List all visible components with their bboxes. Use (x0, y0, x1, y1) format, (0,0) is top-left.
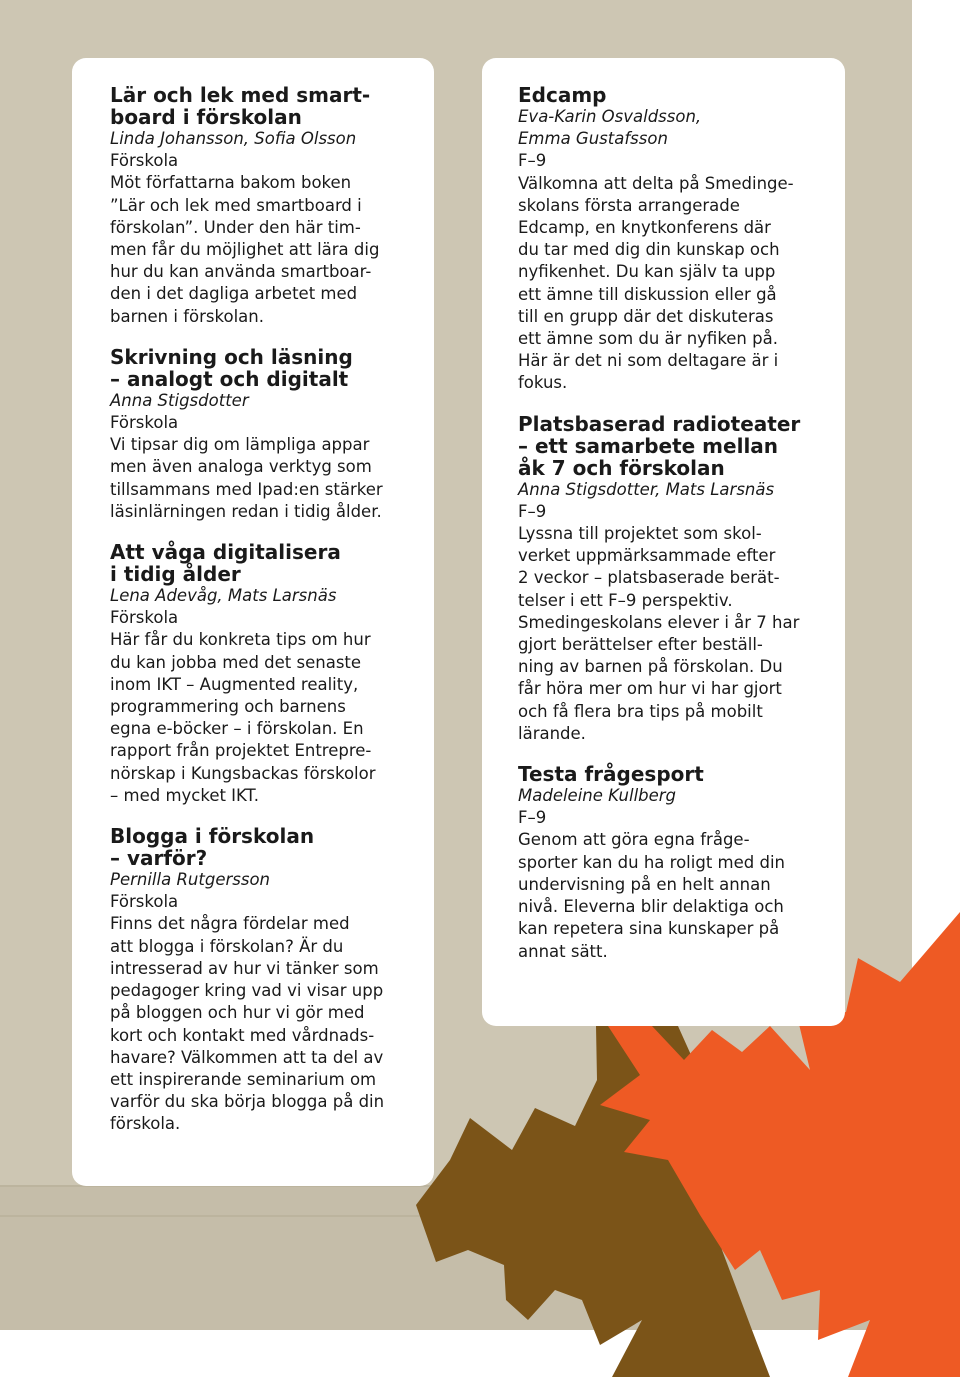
session-radioteater (518, 413, 845, 745)
session-description: Finns det några fördelar med att blogga i förskolan? Är du intresserad av hur vi tänker som pedagoger kring vad vi visar upp på bloggen och hur vi gör med kort och kontakt med vårdnads- havare? Välkommen att ta del av ett inspirerande seminarium om varför du ska börja blogga på din förskola. (110, 914, 385, 1134)
session-speakers: Anna Stigsdotter, Mats Larsnäs (518, 479, 775, 499)
session-description: Genom att göra egna fråge- sporter kan du ha roligt med din undervisning på en helt annan nivå. Eleverna blir delaktiga och kan repetera sina kunskaper på annat sätt. (518, 830, 785, 961)
session-title: Platsbaserad radioteater – ett samarbete mellan åk 7 och förskolan (518, 411, 801, 480)
session-audience: Förskola (110, 413, 179, 433)
left-program-card (72, 58, 434, 1186)
session-speakers: Madeleine Kullberg (518, 786, 677, 806)
session-title: Lär och lek med smart- board i förskolan (110, 83, 371, 129)
session-title: Skrivning och läsning – analogt och digitalt (110, 344, 353, 391)
session-title: Blogga i förskolan – varför? (110, 824, 315, 871)
session-audience: F–9 (518, 808, 547, 828)
session-speakers: Pernilla Rutgersson (110, 870, 270, 890)
session-speakers: Anna Stigsdotter (110, 390, 249, 410)
session-description: Möt författarna bakom boken ”Lär och lek med smartboard i förskolan”. Under den här tim- men får du möjlighet att lära dig hur du kan använda smartboar- den i det dagliga arbetet med barnen i förskolan. (110, 173, 380, 326)
session-speakers: Lena Adevåg, Mats Larsnäs (110, 586, 337, 606)
session-fragesport (518, 763, 845, 963)
session-audience: Förskola (110, 892, 179, 912)
session-audience: F–9 (518, 151, 547, 171)
session-title: Edcamp (518, 83, 607, 107)
session-description: Välkomna att delta på Smedinge- skolans första arrangerade Edcamp, en knytkonferens där du tar med dig din kunskap och nyfikenhet. Du kan själv ta upp ett ämne till diskussion eller gå till en grupp där det diskuteras ett ämne som du är nyfiken på. Här är det ni som deltagare är i fokus. (518, 173, 794, 393)
session-speakers: Eva-Karin Osvaldsson, Emma Gustafsson (518, 107, 702, 149)
session-audience: F–9 (518, 501, 547, 521)
session-skrivning-lasning (110, 346, 434, 523)
session-blogga (110, 825, 434, 1135)
session-smartboard (110, 84, 434, 328)
session-title: Att våga digitalisera i tidig ålder (110, 540, 341, 587)
session-audience: Förskola (110, 151, 179, 171)
session-speakers: Linda Johansson, Sofia Olsson (110, 129, 357, 148)
session-description: Vi tipsar dig om lämpliga appar men även analoga verktyg som tillsammans med Ipad:en stärker läsinlärningen redan i tidig ålder. (110, 435, 383, 521)
session-digitalisera (110, 541, 434, 807)
right-program-card (482, 58, 845, 1026)
session-title: Testa frågesport (518, 762, 704, 787)
session-audience: Förskola (110, 608, 179, 628)
session-description: Här får du konkreta tips om hur du kan jobba med det senaste inom IKT – Augmented reality, programmering och barnens egna e-böcker – i förskolan. En rapport från projektet Entrepre- nörskap i Kungsbackas förskolor – med mycket IKT. (110, 630, 376, 805)
session-description: Lyssna till projektet som skol- verket uppmärksammade efter 2 veckor – platsbaserade berät- telser i ett F–9 perspektiv. Smedingeskolans elever i år 7 har gjort berättelser efter beställ- ning av barnen på förskolan. Du får höra mer om hur vi har gjort och få flera bra tips på mobilt lärande. (518, 524, 800, 743)
session-edcamp (518, 84, 845, 395)
